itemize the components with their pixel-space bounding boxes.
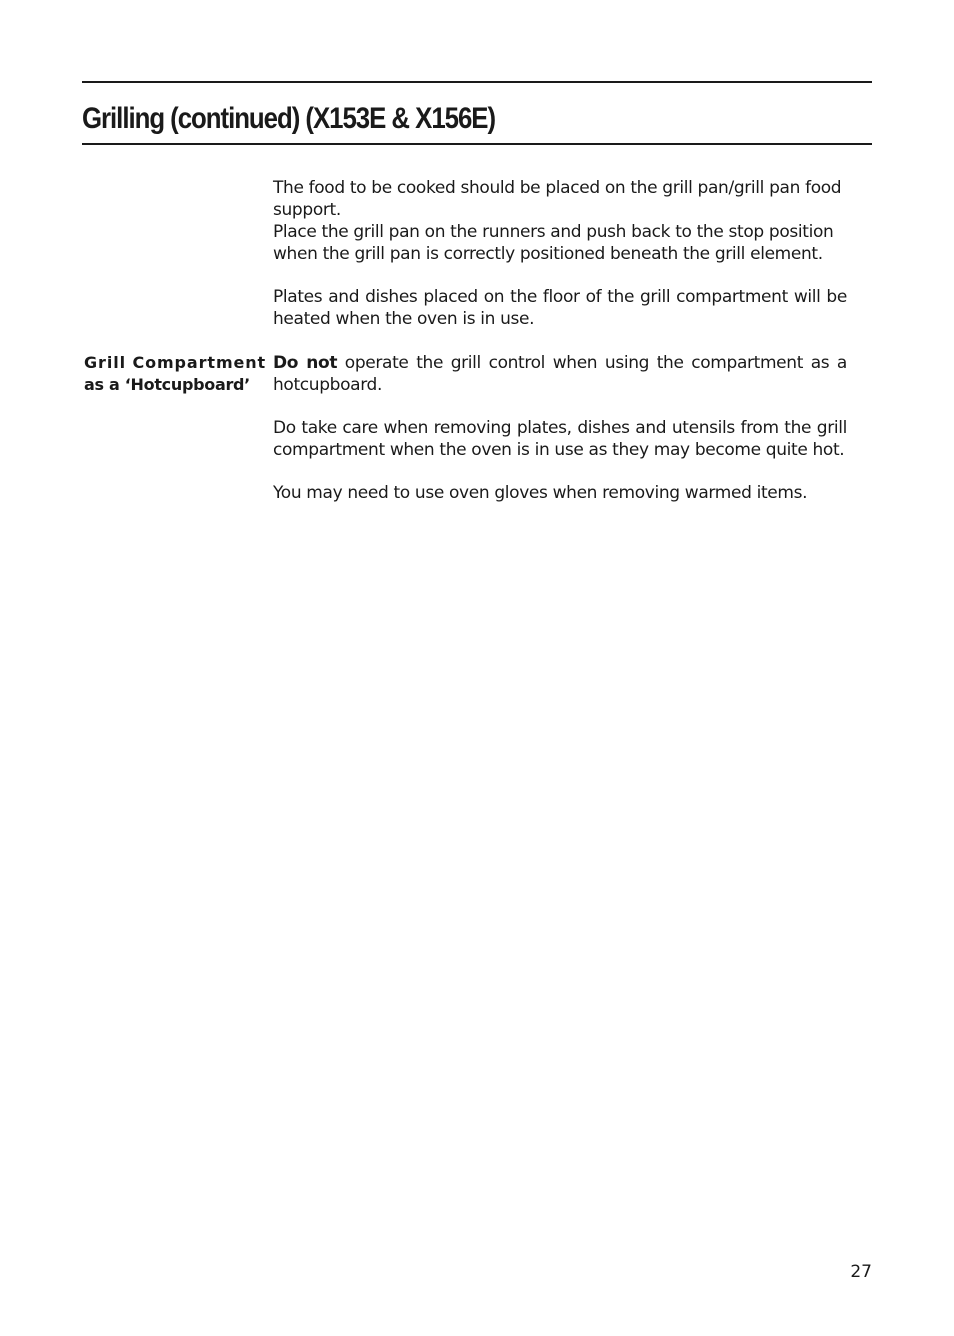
do-not-rest: operate the grill control when using the compartment as a hotcupboard. bbox=[273, 353, 847, 395]
page-title: Grilling (continued) (X153E & X156E) bbox=[82, 102, 496, 135]
page-number: 27 bbox=[850, 1262, 872, 1282]
intro-text-block bbox=[273, 177, 847, 265]
intro-paragraph-grill-pan-position: Place the grill pan on the runners and push back to the stop position when the grill pan is correctly positioned beneath the grill element. bbox=[273, 222, 834, 264]
header-bottom-rule bbox=[82, 143, 872, 145]
section-text-oven-gloves bbox=[273, 482, 847, 504]
section-paragraph-oven-gloves: You may need to use oven gloves when removing warmed items. bbox=[273, 483, 808, 503]
header-top-rule bbox=[82, 81, 872, 83]
section-heading-hotcupboard bbox=[84, 352, 268, 396]
section-paragraph-do-not bbox=[273, 352, 847, 396]
section-paragraph-take-care: Do take care when removing plates, dishes and utensils from the grill compartment when the oven is in use as they may become quite hot. bbox=[273, 418, 847, 460]
section-heading-line-1: Grill Compartment bbox=[84, 353, 267, 372]
do-not-emphasis: Do not bbox=[273, 353, 338, 373]
intro-paragraph-food-placement: The food to be cooked should be placed on the grill pan/grill pan food support. bbox=[273, 178, 842, 220]
intro-paragraph-plates: Plates and dishes placed on the floor of the grill compartment will be heated when the oven is in use. bbox=[273, 287, 847, 329]
section-heading-line-2: as a ‘Hotcupboard’ bbox=[84, 375, 250, 394]
intro-plates-block bbox=[273, 286, 847, 330]
section-text-take-care bbox=[273, 417, 847, 461]
section-text-do-not bbox=[273, 352, 847, 396]
